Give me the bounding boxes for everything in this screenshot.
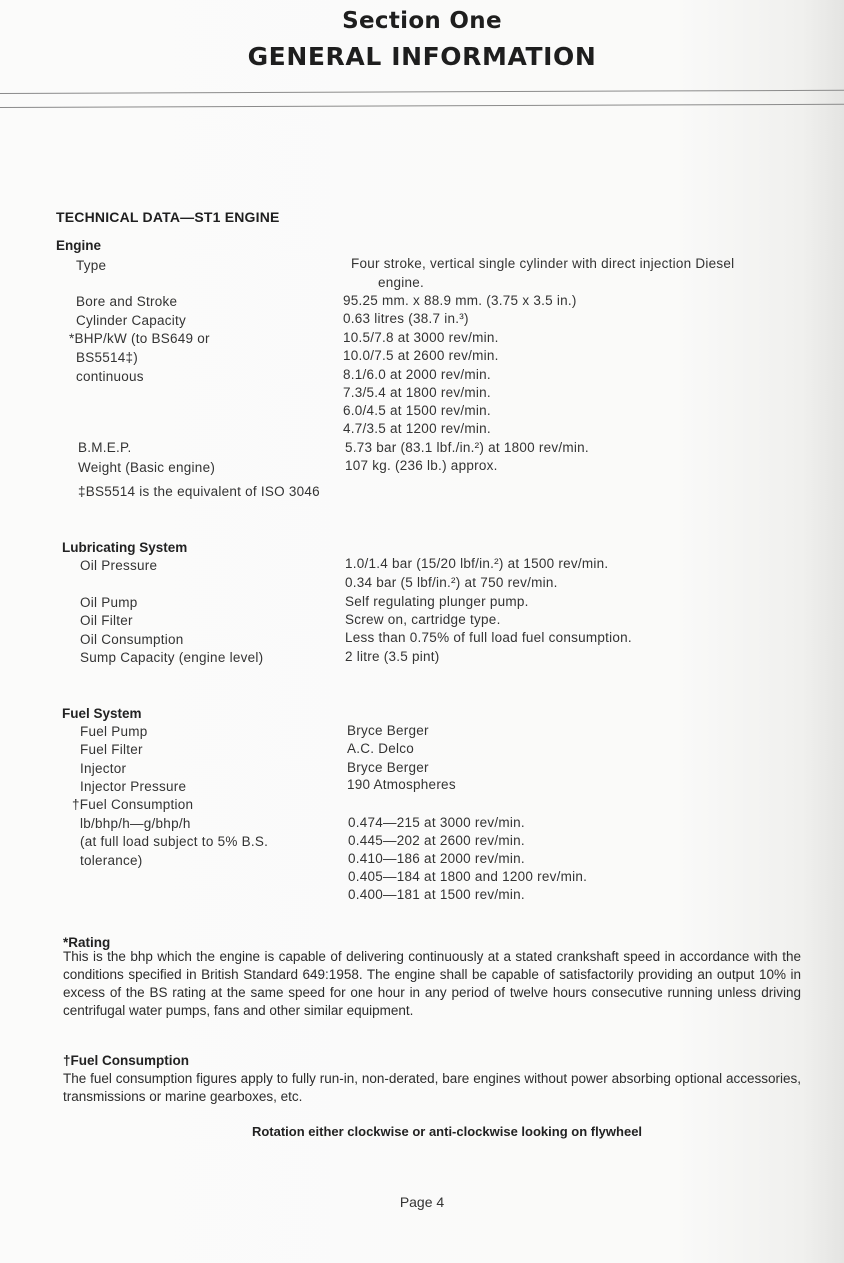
sump-capacity-value: 2 litre (3.5 pint) bbox=[345, 649, 440, 664]
engine-type-value: Four stroke, vertical single cylinder with direct injection Diesel bbox=[351, 256, 735, 271]
rotation-note: Rotation either clockwise or anti-clockwise looking on flywheel bbox=[251, 1124, 643, 1139]
fuel-filter-label: Fuel Filter bbox=[80, 742, 143, 757]
cylinder-capacity-value: 0.63 litres (38.7 in.³) bbox=[343, 311, 469, 326]
bhp-value: 7.3/5.4 at 1800 rev/min. bbox=[343, 385, 491, 400]
fuel-consumption-condition: (at full load subject to 5% B.S. bbox=[80, 834, 269, 849]
fuel-pump-label: Fuel Pump bbox=[80, 724, 148, 739]
sump-capacity-label: Sump Capacity (engine level) bbox=[80, 650, 264, 665]
bhp-value: 4.7/3.5 at 1200 rev/min. bbox=[343, 421, 491, 436]
fuel-consumption-condition-cont: tolerance) bbox=[80, 853, 143, 868]
bhp-label-cont: BS5514‡) bbox=[76, 350, 139, 365]
oil-pump-label: Oil Pump bbox=[80, 595, 138, 610]
bhp-label: *BHP/kW (to BS649 or bbox=[69, 331, 210, 346]
cylinder-capacity-label: Cylinder Capacity bbox=[76, 313, 187, 328]
bhp-value: 10.0/7.5 at 2600 rev/min. bbox=[343, 348, 499, 363]
fuel-consumption-value: 0.405—184 at 1800 and 1200 rev/min. bbox=[348, 869, 588, 884]
bhp-value: 6.0/4.5 at 1500 rev/min. bbox=[343, 403, 491, 418]
rating-heading: *Rating bbox=[63, 935, 111, 950]
oil-consumption-value: Less than 0.75% of full load fuel consumption. bbox=[345, 630, 632, 645]
injector-label: Injector bbox=[80, 761, 127, 776]
oil-pressure-value: 1.0/1.4 bar (15/20 lbf/in.²) at 1500 rev/min. bbox=[345, 556, 609, 571]
fuel-consumption-value: 0.400—181 at 1500 rev/min. bbox=[348, 887, 525, 902]
lubricating-heading: Lubricating System bbox=[62, 540, 188, 555]
page-title: GENERAL INFORMATION bbox=[247, 42, 597, 71]
injector-pressure-value: 190 Atmospheres bbox=[347, 777, 456, 792]
bhp-label-continuous: continuous bbox=[76, 369, 144, 384]
bhp-value: 10.5/7.8 at 3000 rev/min. bbox=[343, 330, 499, 345]
engine-type-value-cont: engine. bbox=[378, 275, 425, 290]
bmep-label: B.M.E.P. bbox=[78, 440, 132, 455]
fuel-pump-value: Bryce Berger bbox=[347, 723, 429, 738]
fuel-consumption-units: lb/bhp/h—g/bhp/h bbox=[80, 816, 191, 831]
header-divider-bottom bbox=[0, 104, 844, 108]
section-label: Section One bbox=[342, 8, 502, 34]
injector-value: Bryce Berger bbox=[347, 760, 429, 775]
fuel-consumption-value: 0.445—202 at 2600 rev/min. bbox=[348, 833, 525, 848]
oil-filter-value: Screw on, cartridge type. bbox=[345, 612, 501, 627]
fuel-heading: Fuel System bbox=[62, 706, 142, 721]
fuel-consumption-footnote-text: The fuel consumption figures apply to fully run-in, non-derated, bare engines without power absorbing optional accessories, transmissions or marine gearboxes, etc. bbox=[63, 1071, 801, 1104]
oil-pressure-label: Oil Pressure bbox=[80, 558, 158, 573]
weight-label: Weight (Basic engine) bbox=[78, 460, 216, 475]
engine-heading: Engine bbox=[56, 238, 102, 253]
oil-pump-value: Self regulating plunger pump. bbox=[345, 594, 529, 609]
oil-consumption-label: Oil Consumption bbox=[80, 632, 184, 647]
fuel-filter-value: A.C. Delco bbox=[347, 741, 415, 756]
fuel-consumption-value: 0.410—186 at 2000 rev/min. bbox=[348, 851, 525, 866]
injector-pressure-label: Injector Pressure bbox=[80, 779, 187, 794]
engine-type-label: Type bbox=[76, 258, 107, 273]
page-number: Page 4 bbox=[399, 1194, 445, 1210]
fuel-consumption-footnote-heading: †Fuel Consumption bbox=[63, 1053, 189, 1068]
bore-stroke-value: 95.25 mm. x 88.9 mm. (3.75 x 3.5 in.) bbox=[343, 293, 577, 308]
fuel-consumption-value: 0.474—215 at 3000 rev/min. bbox=[348, 815, 525, 830]
oil-filter-label: Oil Filter bbox=[80, 613, 133, 628]
bhp-value: 8.1/6.0 at 2000 rev/min. bbox=[343, 367, 491, 382]
bmep-value: 5.73 bar (83.1 lbf./in.²) at 1800 rev/min. bbox=[345, 440, 589, 455]
bs5514-note: ‡BS5514 is the equivalent of ISO 3046 bbox=[78, 484, 320, 499]
header-divider-top bbox=[0, 90, 844, 94]
bore-stroke-label: Bore and Stroke bbox=[76, 294, 178, 309]
weight-value: 107 kg. (236 lb.) approx. bbox=[345, 458, 498, 473]
technical-data-title: TECHNICAL DATA—ST1 ENGINE bbox=[56, 209, 280, 225]
rating-text: This is the bhp which the engine is capable of delivering continuously at a stated crankshaft speed in accordance with the conditions specified in British Standard 649:1958. The engine shall be capable of satisfactorily providing an output 10% in excess of the BS rating at the same speed for one hour in any period of twelve hours consecutive running unless driving centrifugal water pumps, fans and other similar equipment. bbox=[63, 949, 801, 1018]
oil-pressure-value-low: 0.34 bar (5 lbf/in.²) at 750 rev/min. bbox=[345, 575, 558, 590]
fuel-consumption-label: †Fuel Consumption bbox=[72, 797, 194, 812]
